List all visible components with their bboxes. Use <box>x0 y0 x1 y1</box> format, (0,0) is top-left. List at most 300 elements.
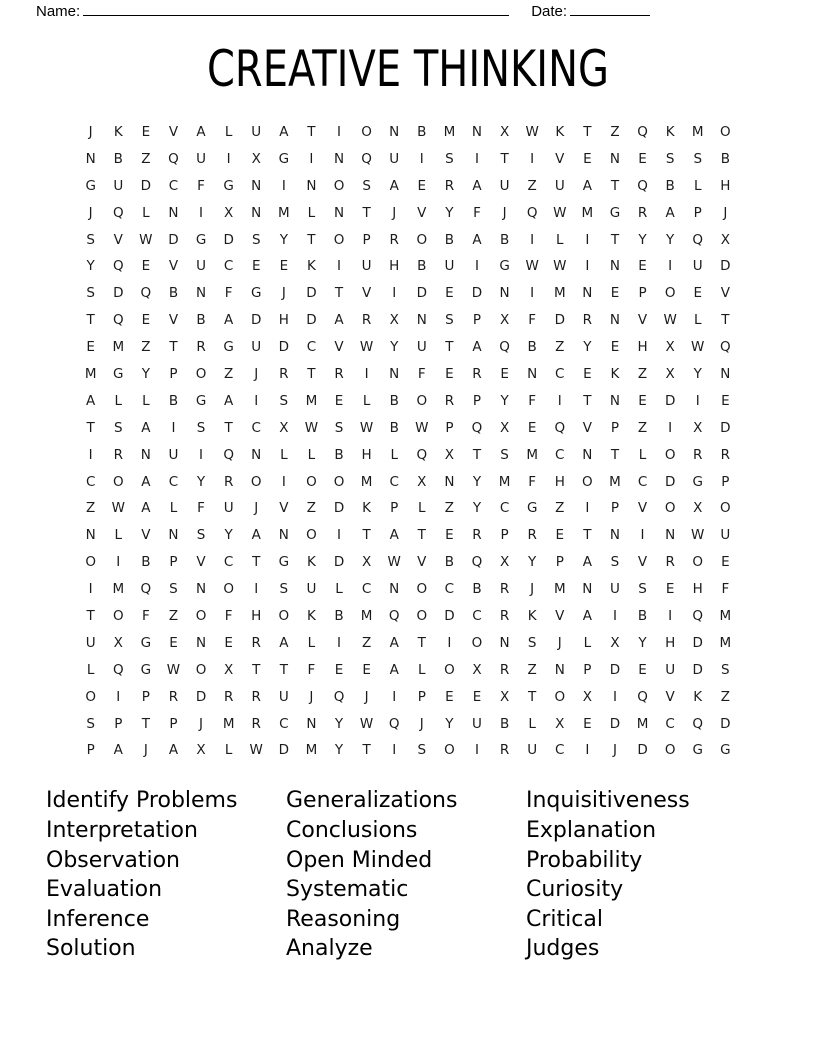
grid-cell[interactable]: G <box>140 661 152 678</box>
grid-cell[interactable]: I <box>254 581 259 598</box>
grid-cell[interactable]: K <box>306 554 316 571</box>
grid-cell[interactable]: C <box>85 473 96 490</box>
grid-cell[interactable]: B <box>499 715 510 732</box>
grid-cell[interactable]: I <box>281 177 286 194</box>
grid-cell[interactable]: T <box>583 527 592 544</box>
grid-cell[interactable]: A <box>279 124 289 140</box>
grid-cell[interactable]: T <box>86 312 95 329</box>
grid-cell[interactable]: L <box>418 500 426 517</box>
grid-cell[interactable]: P <box>169 554 178 571</box>
grid-cell[interactable]: B <box>141 554 151 571</box>
grid-cell[interactable]: T <box>472 446 482 463</box>
grid-cell[interactable]: E <box>638 258 647 275</box>
grid-cell[interactable]: W <box>525 124 539 140</box>
grid-cell[interactable]: U <box>499 177 510 194</box>
grid-cell[interactable]: E <box>251 258 261 275</box>
grid-cell[interactable]: W <box>415 419 429 436</box>
grid-cell[interactable]: I <box>447 634 452 651</box>
grid-cell[interactable]: S <box>693 150 703 167</box>
grid-cell[interactable]: U <box>196 258 206 275</box>
grid-cell[interactable]: S <box>417 742 427 759</box>
grid-cell[interactable]: N <box>333 150 345 167</box>
word-list-item[interactable]: Probability <box>526 847 643 873</box>
grid-cell[interactable]: O <box>416 581 428 598</box>
grid-cell[interactable]: G <box>526 500 538 517</box>
grid-cell[interactable]: A <box>168 742 179 759</box>
grid-cell[interactable]: L <box>638 446 647 463</box>
grid-cell[interactable]: C <box>444 581 455 598</box>
grid-cell[interactable]: T <box>528 688 537 705</box>
grid-cell[interactable]: E <box>721 554 730 571</box>
grid-cell[interactable]: M <box>443 124 456 140</box>
grid-cell[interactable]: Q <box>554 419 566 436</box>
grid-cell[interactable]: D <box>692 661 703 678</box>
word-search-grid[interactable] <box>77 119 739 764</box>
grid-cell[interactable]: F <box>224 285 233 302</box>
grid-cell[interactable]: N <box>665 527 676 544</box>
grid-cell[interactable]: M <box>278 204 290 221</box>
grid-cell[interactable]: B <box>389 392 399 409</box>
grid-cell[interactable]: F <box>141 608 150 625</box>
grid-cell[interactable]: C <box>499 500 510 517</box>
grid-cell[interactable]: T <box>279 661 288 678</box>
word-list-item[interactable]: Analyze <box>286 936 373 962</box>
grid-cell[interactable]: L <box>114 392 123 409</box>
grid-cell[interactable]: R <box>637 204 648 221</box>
grid-cell[interactable]: T <box>610 177 620 194</box>
grid-cell[interactable]: M <box>526 446 538 463</box>
grid-cell[interactable]: J <box>88 124 93 140</box>
grid-cell[interactable]: I <box>585 742 590 759</box>
grid-cell[interactable]: O <box>306 527 317 544</box>
grid-cell[interactable]: N <box>416 312 427 329</box>
grid-cell[interactable]: Y <box>224 527 233 544</box>
grid-cell[interactable]: P <box>472 392 482 409</box>
grid-cell[interactable]: D <box>609 661 621 678</box>
grid-cell[interactable]: I <box>474 150 479 167</box>
grid-cell[interactable]: M <box>636 715 649 732</box>
grid-cell[interactable]: L <box>307 634 316 651</box>
grid-cell[interactable]: P <box>555 554 564 571</box>
grid-cell[interactable]: C <box>251 419 261 436</box>
grid-cell[interactable]: L <box>142 392 150 409</box>
grid-cell[interactable]: I <box>392 742 397 759</box>
grid-cell[interactable]: E <box>279 258 289 275</box>
grid-cell[interactable]: O <box>416 608 428 625</box>
grid-cell[interactable]: Y <box>445 204 454 221</box>
grid-cell[interactable]: F <box>307 661 316 678</box>
grid-cell[interactable]: G <box>720 742 731 759</box>
grid-cell[interactable]: V <box>665 688 675 705</box>
grid-cell[interactable]: N <box>251 177 262 194</box>
grid-cell[interactable]: C <box>361 581 372 598</box>
word-list-item[interactable]: Interpretation <box>46 817 198 843</box>
grid-cell[interactable]: I <box>199 204 204 221</box>
grid-cell[interactable]: T <box>583 124 592 140</box>
grid-cell[interactable]: V <box>637 554 648 571</box>
grid-cell[interactable]: J <box>502 204 507 221</box>
grid-cell[interactable]: O <box>444 661 455 678</box>
grid-cell[interactable]: W <box>166 661 181 678</box>
grid-cell[interactable]: Q <box>112 312 124 329</box>
grid-cell[interactable]: O <box>333 231 345 248</box>
grid-cell[interactable]: U <box>306 581 317 598</box>
grid-cell[interactable]: C <box>555 446 565 463</box>
grid-cell[interactable]: L <box>114 527 123 544</box>
grid-cell[interactable]: T <box>307 231 316 248</box>
grid-cell[interactable]: D <box>278 742 290 759</box>
grid-cell[interactable]: W <box>553 204 567 221</box>
grid-cell[interactable]: J <box>723 204 728 221</box>
grid-cell[interactable]: A <box>141 473 151 490</box>
grid-cell[interactable]: C <box>472 608 482 625</box>
grid-cell[interactable]: X <box>693 419 703 436</box>
grid-cell[interactable]: E <box>638 661 647 678</box>
grid-cell[interactable]: R <box>113 446 123 463</box>
grid-cell[interactable]: V <box>334 339 344 356</box>
grid-cell[interactable]: C <box>168 473 179 490</box>
grid-cell[interactable]: N <box>389 366 400 383</box>
grid-cell[interactable]: V <box>637 500 648 517</box>
grid-cell[interactable]: V <box>720 285 730 302</box>
grid-cell[interactable]: B <box>720 150 730 167</box>
grid-cell[interactable]: B <box>499 231 510 248</box>
grid-cell[interactable]: Q <box>471 554 483 571</box>
grid-cell[interactable]: R <box>693 446 703 463</box>
grid-cell[interactable]: B <box>334 446 344 463</box>
grid-cell[interactable]: N <box>609 527 620 544</box>
grid-cell[interactable]: I <box>309 150 314 167</box>
word-list-item[interactable]: Observation <box>46 847 180 873</box>
grid-cell[interactable]: Z <box>527 661 537 678</box>
grid-cell[interactable]: D <box>306 285 317 302</box>
grid-cell[interactable]: O <box>582 473 593 490</box>
grid-cell[interactable]: E <box>445 688 454 705</box>
grid-cell[interactable]: W <box>249 742 263 759</box>
grid-cell[interactable]: H <box>554 473 565 490</box>
grid-cell[interactable]: H <box>389 258 400 275</box>
grid-cell[interactable]: I <box>337 527 341 544</box>
grid-cell[interactable]: N <box>444 473 455 490</box>
grid-cell[interactable]: Y <box>334 715 344 732</box>
grid-cell[interactable]: M <box>84 366 97 383</box>
grid-cell[interactable]: A <box>141 419 151 436</box>
grid-cell[interactable]: E <box>693 285 702 302</box>
name-write-line[interactable] <box>83 3 509 16</box>
grid-cell[interactable]: Y <box>693 366 702 383</box>
grid-cell[interactable]: Q <box>637 124 648 140</box>
grid-cell[interactable]: Y <box>528 554 537 571</box>
grid-cell[interactable]: I <box>530 231 535 248</box>
word-list-item[interactable]: Inquisitiveness <box>526 788 690 814</box>
grid-cell[interactable]: I <box>474 258 479 275</box>
grid-cell[interactable]: G <box>692 473 703 490</box>
grid-cell[interactable]: A <box>86 392 96 409</box>
grid-cell[interactable]: I <box>116 688 121 705</box>
grid-cell[interactable]: Z <box>141 150 151 167</box>
grid-cell[interactable]: U <box>251 124 262 140</box>
grid-cell[interactable]: O <box>664 742 676 759</box>
grid-cell[interactable]: A <box>665 204 675 221</box>
grid-cell[interactable]: P <box>114 715 123 732</box>
grid-cell[interactable]: T <box>362 527 371 544</box>
grid-cell[interactable]: D <box>637 742 648 759</box>
grid-cell[interactable]: S <box>196 419 206 436</box>
grid-cell[interactable]: V <box>141 527 151 544</box>
grid-cell[interactable]: N <box>720 366 731 383</box>
grid-cell[interactable]: P <box>362 231 371 248</box>
grid-cell[interactable]: W <box>304 419 319 436</box>
grid-cell[interactable]: L <box>335 581 343 598</box>
grid-cell[interactable]: O <box>223 581 234 598</box>
grid-cell[interactable]: J <box>557 634 562 651</box>
grid-cell[interactable]: O <box>195 661 207 678</box>
grid-cell[interactable]: I <box>668 608 673 625</box>
grid-cell[interactable]: D <box>113 285 124 302</box>
grid-cell[interactable]: D <box>306 312 317 329</box>
grid-cell[interactable]: Y <box>141 366 150 383</box>
grid-cell[interactable]: X <box>472 661 482 678</box>
word-list-item[interactable]: Generalizations <box>286 788 458 814</box>
grid-cell[interactable]: T <box>86 419 95 436</box>
grid-cell[interactable]: C <box>637 473 648 490</box>
grid-cell[interactable]: W <box>663 312 677 329</box>
grid-cell[interactable]: Q <box>140 285 152 302</box>
grid-cell[interactable]: C <box>168 177 179 194</box>
grid-cell[interactable]: S <box>86 715 95 732</box>
grid-cell[interactable]: R <box>251 688 261 705</box>
grid-cell[interactable]: Q <box>526 204 538 221</box>
grid-cell[interactable]: M <box>360 473 373 490</box>
grid-cell[interactable]: A <box>196 124 206 140</box>
grid-cell[interactable]: V <box>555 608 565 625</box>
grid-cell[interactable]: P <box>141 688 150 705</box>
grid-cell[interactable]: I <box>695 392 700 409</box>
grid-cell[interactable]: K <box>527 608 537 625</box>
grid-cell[interactable]: R <box>223 473 234 490</box>
grid-cell[interactable]: E <box>86 339 95 356</box>
grid-cell[interactable]: O <box>692 554 704 571</box>
grid-cell[interactable]: B <box>665 177 675 194</box>
grid-cell[interactable]: M <box>498 473 511 490</box>
grid-cell[interactable]: X <box>361 554 372 571</box>
grid-cell[interactable]: W <box>525 258 539 275</box>
grid-cell[interactable]: I <box>585 258 590 275</box>
grid-cell[interactable]: I <box>199 446 204 463</box>
grid-cell[interactable]: A <box>582 608 592 625</box>
grid-cell[interactable]: I <box>557 392 562 409</box>
grid-cell[interactable]: I <box>585 231 590 248</box>
grid-cell[interactable]: B <box>417 124 427 140</box>
grid-cell[interactable]: T <box>169 339 178 356</box>
grid-cell[interactable]: O <box>85 554 96 571</box>
grid-cell[interactable]: O <box>416 231 428 248</box>
grid-cell[interactable]: E <box>417 177 427 194</box>
grid-cell[interactable]: Z <box>361 634 372 651</box>
grid-cell[interactable]: T <box>252 554 261 571</box>
word-list-item[interactable]: Identify Problems <box>46 788 238 814</box>
grid-cell[interactable]: T <box>362 742 371 759</box>
grid-cell[interactable]: Z <box>168 608 179 625</box>
grid-cell[interactable]: V <box>417 204 427 221</box>
grid-cell[interactable]: R <box>499 661 510 678</box>
grid-cell[interactable]: K <box>555 124 565 140</box>
grid-cell[interactable]: Y <box>86 258 95 275</box>
grid-cell[interactable]: P <box>472 312 482 329</box>
word-list-item[interactable]: Explanation <box>526 817 657 843</box>
grid-cell[interactable]: J <box>143 742 148 759</box>
grid-cell[interactable]: B <box>527 339 537 356</box>
grid-cell[interactable]: Q <box>361 150 372 167</box>
grid-cell[interactable]: N <box>85 527 96 544</box>
grid-cell[interactable]: M <box>553 581 566 598</box>
grid-cell[interactable]: B <box>444 231 455 248</box>
grid-cell[interactable]: U <box>416 339 427 356</box>
grid-cell[interactable]: E <box>555 527 565 544</box>
grid-cell[interactable]: P <box>86 742 95 759</box>
grid-cell[interactable]: T <box>583 392 592 409</box>
grid-cell[interactable]: R <box>389 231 399 248</box>
grid-cell[interactable]: T <box>252 661 261 678</box>
grid-cell[interactable]: U <box>168 446 179 463</box>
grid-cell[interactable]: D <box>471 285 483 302</box>
grid-cell[interactable]: S <box>362 177 371 194</box>
grid-cell[interactable]: R <box>472 527 482 544</box>
grid-cell[interactable]: K <box>693 688 703 705</box>
grid-cell[interactable]: A <box>389 527 399 544</box>
grid-cell[interactable]: U <box>113 177 124 194</box>
grid-cell[interactable]: D <box>720 419 731 436</box>
word-list-item[interactable]: Judges <box>526 936 600 962</box>
grid-cell[interactable]: C <box>279 715 289 732</box>
grid-cell[interactable]: O <box>664 446 676 463</box>
grid-cell[interactable]: M <box>112 339 125 356</box>
grid-cell[interactable]: L <box>693 177 702 194</box>
grid-cell[interactable]: P <box>169 366 178 383</box>
grid-cell[interactable]: M <box>719 634 732 651</box>
grid-cell[interactable]: D <box>223 231 234 248</box>
grid-cell[interactable]: H <box>637 339 648 356</box>
grid-cell[interactable]: S <box>251 231 261 248</box>
grid-cell[interactable]: L <box>142 204 150 221</box>
grid-cell[interactable]: N <box>251 204 262 221</box>
grid-cell[interactable]: A <box>251 527 261 544</box>
grid-cell[interactable]: E <box>638 150 647 167</box>
grid-cell[interactable]: O <box>720 500 731 517</box>
grid-cell[interactable]: R <box>251 634 261 651</box>
grid-cell[interactable]: D <box>251 312 262 329</box>
grid-cell[interactable]: W <box>111 500 125 517</box>
grid-cell[interactable]: N <box>609 150 620 167</box>
grid-cell[interactable]: V <box>417 554 427 571</box>
grid-cell[interactable]: E <box>583 715 592 732</box>
grid-cell[interactable]: I <box>392 285 397 302</box>
grid-cell[interactable]: G <box>85 177 96 194</box>
grid-cell[interactable]: J <box>419 715 424 732</box>
grid-cell[interactable]: W <box>387 554 401 571</box>
grid-cell[interactable]: R <box>196 339 206 356</box>
grid-cell[interactable]: L <box>86 661 95 678</box>
grid-cell[interactable]: Q <box>112 661 124 678</box>
grid-cell[interactable]: J <box>281 285 286 302</box>
grid-cell[interactable]: S <box>610 554 620 571</box>
grid-cell[interactable]: Y <box>666 231 675 248</box>
grid-cell[interactable]: A <box>582 177 592 194</box>
grid-cell[interactable]: D <box>195 688 207 705</box>
grid-cell[interactable]: I <box>668 419 673 436</box>
grid-cell[interactable]: D <box>333 554 345 571</box>
grid-cell[interactable]: M <box>719 608 732 625</box>
grid-cell[interactable]: Y <box>196 473 206 490</box>
grid-cell[interactable]: Z <box>610 124 620 140</box>
grid-cell[interactable]: R <box>251 715 261 732</box>
grid-cell[interactable]: F <box>417 366 426 383</box>
grid-cell[interactable]: N <box>306 715 317 732</box>
grid-cell[interactable]: O <box>195 608 207 625</box>
grid-cell[interactable]: U <box>527 742 538 759</box>
grid-cell[interactable]: X <box>224 661 234 678</box>
grid-cell[interactable]: U <box>692 258 703 275</box>
grid-cell[interactable]: L <box>280 446 288 463</box>
grid-cell[interactable]: B <box>168 285 179 302</box>
grid-cell[interactable]: G <box>609 204 621 221</box>
grid-cell[interactable]: V <box>361 285 372 302</box>
grid-cell[interactable]: S <box>721 661 730 678</box>
grid-cell[interactable]: B <box>113 150 123 167</box>
grid-cell[interactable]: Q <box>168 150 179 167</box>
grid-cell[interactable]: P <box>610 500 620 517</box>
grid-cell[interactable]: I <box>640 527 645 544</box>
grid-cell[interactable]: C <box>223 258 234 275</box>
grid-cell[interactable]: L <box>528 715 536 732</box>
grid-cell[interactable]: Z <box>555 500 565 517</box>
grid-cell[interactable]: N <box>582 285 593 302</box>
grid-cell[interactable]: L <box>362 392 371 409</box>
grid-cell[interactable]: O <box>195 366 207 383</box>
grid-cell[interactable]: I <box>88 581 93 598</box>
grid-cell[interactable]: X <box>665 339 675 356</box>
grid-cell[interactable]: K <box>665 124 675 140</box>
grid-cell[interactable]: Q <box>112 204 124 221</box>
grid-cell[interactable]: B <box>444 554 455 571</box>
grid-cell[interactable]: S <box>638 581 647 598</box>
grid-cell[interactable]: J <box>88 204 93 221</box>
grid-cell[interactable]: P <box>500 527 509 544</box>
grid-cell[interactable]: N <box>168 204 179 221</box>
grid-cell[interactable]: Z <box>527 177 537 194</box>
grid-cell[interactable]: N <box>195 634 207 651</box>
grid-cell[interactable]: X <box>582 688 592 705</box>
grid-cell[interactable]: I <box>612 688 617 705</box>
grid-cell[interactable]: V <box>196 554 206 571</box>
grid-cell[interactable]: W <box>359 715 374 732</box>
grid-cell[interactable]: O <box>278 608 290 625</box>
grid-cell[interactable]: N <box>582 446 593 463</box>
grid-cell[interactable]: O <box>664 500 676 517</box>
grid-cell[interactable]: N <box>306 177 317 194</box>
grid-cell[interactable]: H <box>251 608 262 625</box>
grid-cell[interactable]: T <box>334 285 344 302</box>
grid-cell[interactable]: O <box>112 473 124 490</box>
grid-cell[interactable]: T <box>445 339 454 356</box>
date-write-line[interactable] <box>570 3 650 16</box>
grid-cell[interactable]: E <box>610 285 620 302</box>
grid-cell[interactable]: R <box>168 688 179 705</box>
grid-cell[interactable]: O <box>720 124 731 140</box>
grid-cell[interactable]: R <box>720 446 731 463</box>
grid-cell[interactable]: G <box>223 339 234 356</box>
grid-cell[interactable]: D <box>278 339 290 356</box>
